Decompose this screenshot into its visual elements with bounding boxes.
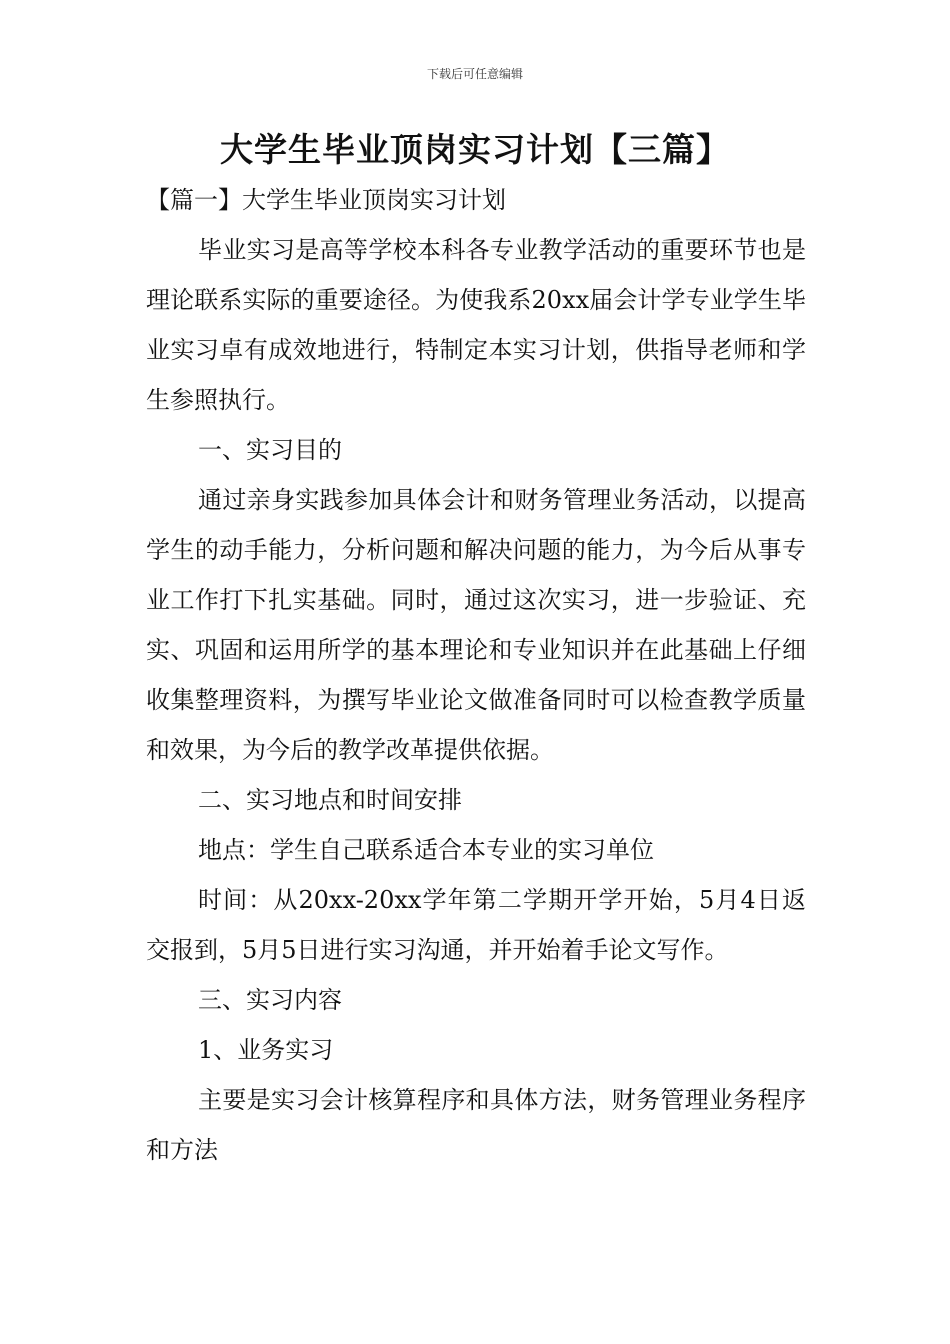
paragraph-schedule: 时间：从20xx-20xx学年第二学期开学开始，5月4日返交报到，5月5日进行实习沟通，并开始着手论文写作。 xyxy=(146,886,806,964)
paragraph-internship-purpose: 通过亲身实践参加具体会计和财务管理业务活动，以提高学生的动手能力，分析问题和解决问题的能力，为今后从事专业工作打下扎实基础。同时，通过这次实习，进一步验证、充实、巩固和运用所学的基本理论和专业知识并在此基础上仔细收集整理资料，为撰写毕业论文做准备同时可以检查教学质量和效果，为今后的教学改革提供依据。 xyxy=(146,486,806,764)
paragraph-introduction: 毕业实习是高等学校本科各专业教学活动的重要环节也是理论联系实际的重要途径。为使我系20xx届会计学专业学生毕业实习卓有成效地进行，特制定本实习计划，供指导老师和学生参照执行。 xyxy=(146,236,806,414)
heading-internship-purpose: 一、实习目的 xyxy=(198,436,342,464)
paragraph-location: 地点：学生自己联系适合本专业的实习单位 xyxy=(198,836,654,864)
document-title: 大学生毕业顶岗实习计划【三篇】 xyxy=(220,130,730,169)
heading-internship-content: 三、实习内容 xyxy=(198,986,342,1014)
heading-location-and-schedule: 二、实习地点和时间安排 xyxy=(198,786,462,814)
document-body xyxy=(146,175,806,1175)
page-header: 下载后可任意编辑 xyxy=(426,67,523,81)
subheading-business-internship: 1、业务实习 xyxy=(198,1036,334,1064)
paragraph-business-internship: 主要是实习会计核算程序和具体方法，财务管理业务程序和方法 xyxy=(146,1086,806,1164)
section-heading-part-one: 【篇一】大学生毕业顶岗实习计划 xyxy=(146,186,506,214)
